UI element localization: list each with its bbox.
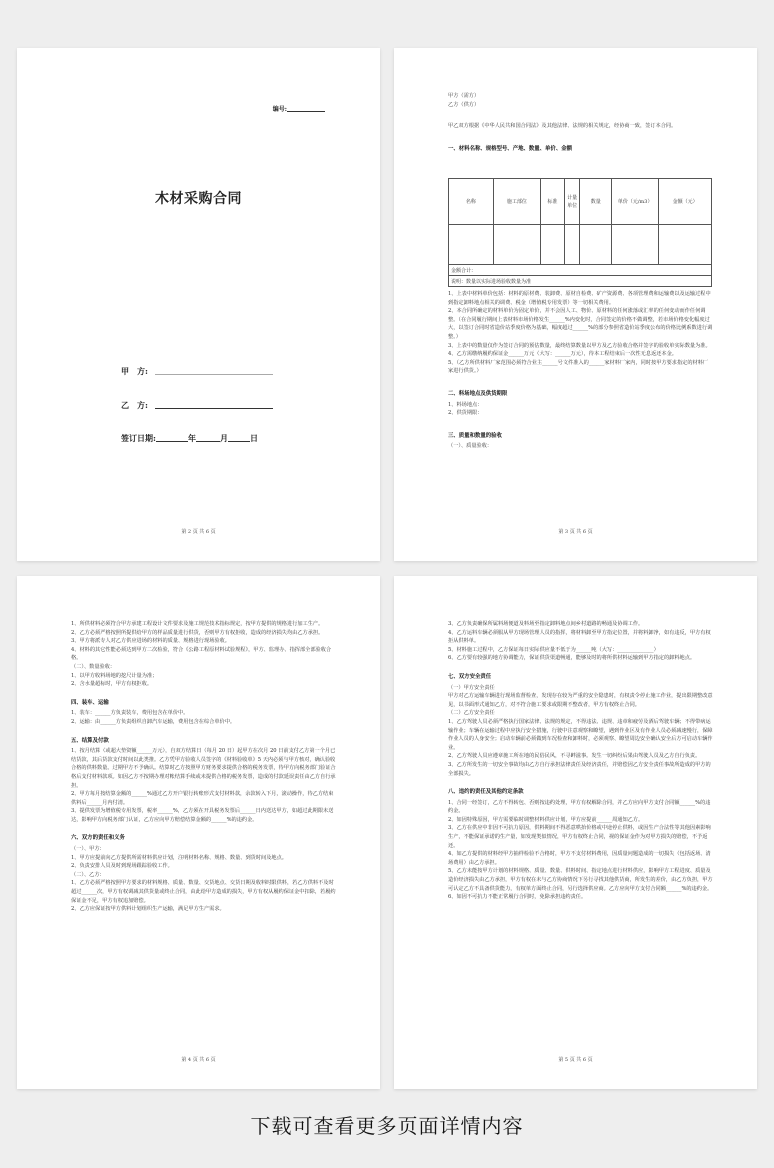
table-cell	[612, 225, 659, 265]
table-row	[449, 225, 712, 265]
document-page-2	[394, 48, 757, 561]
list-item: 5、乙方未能按甲方计划的材料规格、质量、数量、供料时间、指定地点进行材料供应，影响甲方工程进度、质量及造价经济损失由乙方承担，甲方有权在未与乙方协商情况下另行寻找其他供货商，所发生的差价，由乙方负担，甲方可认定乙方不具备供货能力，有权单方面终止合同，另行选择供应商。乙方应向甲方支付合同额______%的违约金。	[448, 868, 713, 892]
table-header-cell: 标准	[541, 179, 565, 225]
page-number: 第 5 页 共 6 页	[558, 1057, 593, 1063]
page4-body	[448, 620, 713, 902]
list-item: 甲方对乙方运输车辆进行现场监督检查，发现存在较为严重的安全隐患时，有权责令停止施工作业，提出限期整改意见，以书面形式通知乙方，对不符合施工要求或限期不整改者，甲方有权终止合同。	[448, 693, 713, 708]
table-cell	[449, 225, 494, 265]
document-page-4	[17, 576, 380, 1089]
contract-number	[273, 104, 325, 113]
table-cell	[564, 225, 580, 265]
clause: 3、上表中的数量仅作为签订合同的预估数量，最终结算数量以甲方及乙方验收合格并签字的验收单实际数量为准。	[448, 342, 711, 349]
party-a-row	[121, 366, 273, 377]
list-item: 6、如因不可抗力不能正常履行合同时，免除承担违约责任。	[448, 894, 587, 901]
paragraph: 6、乙方要有较强的地方协调能力，保证供货渠道畅通，能够及时的将所供材料运输到甲方指定的卸料地点。	[448, 655, 696, 662]
section-1-heading: 一、材料名称、规格型号、产地、数量、单价、金额	[448, 145, 572, 152]
list-item: （一）甲方安全责任	[448, 684, 495, 691]
paragraph: 5、材料施工过程中，乙方保证每日实际供应量不低于为______吨（大写：______________）	[448, 646, 659, 653]
list-item: 3、乙方所发生的一切安全事故均由乙方自行承担法律责任及经济责任，并赔偿因乙方安全责任事故所造成的甲方的全部损失。	[448, 761, 711, 777]
list-item: 1、乙方必须严格按照甲方要求的材料规格、质量、数量、交货地点、交货日期及收料时限供料，若乙方供料不及时超过______次，甲方有权调减其供货量或终止合同，由此给甲方造成的损失，甲方有权从履约保证金中扣除，若履约保证金不足，甲方有权追加赔偿。	[71, 880, 336, 904]
list-item: 2、甲方每月按结算金额的______%通过乙方开户银行转账形式支付材料款，余款转入下月，滚动操作，待乙方结束供料后______月内付清。	[71, 791, 334, 806]
paragraph: 2、含水量超标时，甲方有权拒收。	[71, 681, 153, 688]
list-item: 1、甲方应提前向乙方提供所需材料供应计划，注明材料名称、规格、数量、到货时间及地点。	[71, 854, 287, 861]
number-blank	[287, 106, 325, 112]
section-3-heading: 三、质量和数量的验收	[448, 432, 502, 439]
list-item: 1、料场地点：	[448, 401, 483, 408]
list-item: 2、运输：由______方负责组织自卸汽车运输，费用包含在综合单价中。	[71, 718, 236, 725]
clause: 5、（乙方所供材料厂家范围必须符合业主______号文件准入的______家材料厂家内，同时按甲方要求指定的材料厂家进行供货。）	[448, 359, 709, 375]
contract-title: 木材采购合同	[155, 191, 242, 207]
page-number: 第 4 页 共 6 页	[181, 1057, 216, 1063]
paragraph: 4、材料的其它性能必须达到甲方二次检验，符合《公路工程原材料试验规程》，甲方、监理办、指挥部全部验收合格。	[71, 646, 332, 662]
list-item: （一）、甲方：	[71, 846, 105, 853]
paragraph: 1、以甲方收料场地的挖尺计量为准；	[71, 672, 158, 679]
section-5-heading: 五、结算及付款	[71, 737, 109, 744]
paragraph: （二）、数量验收：	[71, 663, 116, 670]
list-item: （二）乙方安全责任	[448, 710, 495, 717]
page-number: 第 2 页 共 6 页	[181, 529, 216, 535]
section-7-heading: 七、双方安全责任	[448, 673, 492, 680]
table-header-cell: 名称	[449, 179, 494, 225]
table-total: 金额合计：	[449, 265, 712, 276]
list-item: 3、乙方在供应中非因不可抗力原因，供料期间不得恶意哄抬价格或中途停止供料，或因生产合法性等其他因素影响生产，不能保证承诺的生产量，如发现类似情况，甲方有权终止合同，视的保证金作为对甲方损失的赔偿，不予返还。	[448, 825, 711, 849]
document-page-cover	[17, 48, 380, 561]
materials-table	[448, 178, 712, 287]
day-label: 日	[249, 433, 258, 443]
section-6-heading: 六、双方的责任和义务	[71, 835, 125, 842]
table-cell	[493, 225, 540, 265]
list-item: 2、供货期限：	[448, 410, 483, 417]
list-item: 4、如乙方提供的材料经甲方抽样检验不合格时，甲方不支付材料费用，因质量问题造成的一切损失（包括返场、清场费用）由乙方承担。	[448, 851, 711, 866]
table-header-row	[449, 179, 712, 225]
section-2-heading: 二、料场地点及供货期限	[448, 390, 508, 397]
list-item: 3、提供发票为增值税专用发票，税率______%，乙方须在开具税务发票后______日内送达甲方，如超过此期限未送达，影响甲方向税务部门认证，乙方应向甲方赔偿结算金额的______%的违约金。	[71, 808, 334, 823]
page2-body	[448, 92, 713, 155]
paragraph: 2、乙方必须严格按照所提供给甲方的样品质量进行供货，否则甲方有权拒收，造成的经济损失均由乙方承担。	[71, 629, 324, 636]
party-a-line: 甲方（需方）	[448, 93, 480, 99]
year-blank	[156, 434, 188, 442]
number-label: 编号:	[272, 106, 287, 113]
list-item: 1、乙方驾驶人员必须严格执行国家法律、法规的规定，不得违法、违规、违章和疲劳及酒后驾驶车辆；不得带病运输作业；车辆在运输过程中应执行安全措施，行驶中注意观察和瞭望，遇到作业区及有作业人员必须减速慢行，保障作业人员的人身安全；启动车辆前必须做到车况检查和卸料时，必须观察、瞭望周边安全确认安全后方可启动车辆作业。	[448, 718, 713, 751]
table-total-row	[449, 265, 712, 276]
list-item: 2、乙方驾驶人员应遵章施工所在地的民俗民风，不寻衅滋事。发生一切纠纷后果由驾驶人员及乙方自行负责。	[448, 753, 701, 760]
list-item: 2、乙方应保证按甲方供料计划组织生产运输，满足甲方生产需求。	[71, 906, 225, 913]
download-prompt[interactable]: 下载可查看更多页面详情内容	[250, 1114, 524, 1138]
table-header-cell: 数量	[580, 179, 612, 225]
paragraph: 1、所供材料必须符合甲方承建工程设计文件要求及施工规范技术指标规定，按甲方提供的规格进行加工生产。	[71, 621, 324, 627]
clause: 2、本合同所确定的材料单价为固定单价，并不会因人工、物价、原材料的任何涨落或汇率的任何变动而作任何调整。（在合同履行期间上表材料市场价格发生______%内变化时，合同签定的价格不做调整，若市场价格变化幅度过大，以签订合同时省造价站季度价格为基础，幅度超过______%的部分参照省造价站季度公布的价格比例系数进行调整。）	[448, 308, 713, 340]
list-item: 2、如因特殊原因，甲方需要临时调整材料供应计划，甲方应提前______周通知乙方。	[448, 816, 644, 823]
table-cell	[580, 225, 612, 265]
list-item: 1、合同一经签订，乙方不得转包、否则按违约处理，甲方有权解除合同，并乙方应向甲方支付合同额______%的违约金。	[448, 799, 711, 815]
paragraph: 3、甲方将派专人对乙方供应进场的材料的质量、规格进行现场验收。	[71, 638, 230, 645]
list-item: （一）、质量验收：	[448, 443, 493, 450]
month-blank	[196, 434, 220, 442]
party-b-blank	[155, 401, 273, 409]
clause: 1、上表中材料单价包括：材料的原材费、装卸费、原材自检费、矿产资源费、各项管理费和运输费以及运输过程中到指定卸料地点相关的调费、税金（增值税专用发票）等一切相关费用。	[448, 291, 711, 306]
list-item: 1、按月结算（或超大垫资额______万元），自双方结算日（每月 20 日）起甲方在次月 20 日前支付乙方第一个月已结货款，其后货款支付时间以此类推。乙方凭甲方验收人员签字的《材料验收单》5 天内必须与甲方核对，确认验收合格的供料数量。过期甲方不予确认。结算时乙方按照甲方财务要求提供合格的税务发票，待甲方向税务部门验证合格后支付材料款项。如因乙方不按期办理对帐结算手续或未提供合格的税务发票，造成的付款延误责任由乙方自行承担。	[71, 748, 336, 789]
party-b-label: 乙 方:	[121, 400, 148, 410]
intro-text: 甲乙双方根据《中华人民共和国合同法》及其他法律、法规的相关规定，经协商一致，签订本合同。	[448, 123, 677, 130]
party-b-row	[121, 400, 273, 411]
materials-table-wrap	[448, 175, 712, 287]
table-header-cell: 计量单位	[564, 179, 580, 225]
section-8-heading: 八、违约的责任及其他约定条款	[448, 789, 524, 796]
table-cell	[541, 225, 565, 265]
table-cell	[659, 225, 712, 265]
page-number: 第 3 页 共 6 页	[558, 529, 593, 535]
table-note-row	[449, 276, 712, 287]
party-a-label: 甲 方:	[121, 366, 148, 376]
sign-date-label: 签订日期:	[121, 433, 156, 443]
party-b-line: 乙方（供方）	[448, 101, 480, 108]
year-label: 年	[187, 433, 196, 443]
day-blank	[228, 434, 250, 442]
table-header-cell: 金额（元）	[659, 179, 712, 225]
paragraph: 3、乙方负责确保所属料场便道及料场至指定卸料地点间乡村道路的畅通及协调工作。	[448, 621, 644, 627]
list-item: 1、装车：______方负责装车，费用包含在单价中。	[71, 710, 189, 717]
party-a-blank	[155, 367, 273, 375]
page2-clauses	[448, 290, 713, 451]
table-header-cell: 施工部位	[493, 179, 540, 225]
table-header-cell: 单价（元/m3）	[612, 179, 659, 225]
list-item: （二）、乙方：	[71, 871, 105, 878]
table-note: 说明：数量以实际进场验收数量为准	[449, 276, 712, 287]
month-label: 月	[219, 433, 228, 443]
page3-body	[71, 620, 336, 914]
document-page-5	[394, 576, 757, 1089]
sign-date-row	[121, 433, 258, 444]
paragraph: 4、乙方运料车辆必须服从甲方现场管理人员的指挥，将材料卸至甲方指定位置，并将料卸净，如有违反，甲方有权拒从供料单。	[448, 629, 711, 645]
list-item: 2、负责安排人员及时到现场跟踪验收工作。	[71, 863, 173, 870]
clause: 4、乙方需缴纳履约保证金______万元（大写：______万元），待本工程结束后一次性无息返还本金。	[448, 351, 677, 358]
section-4-heading: 四、装车、运输	[71, 699, 109, 706]
